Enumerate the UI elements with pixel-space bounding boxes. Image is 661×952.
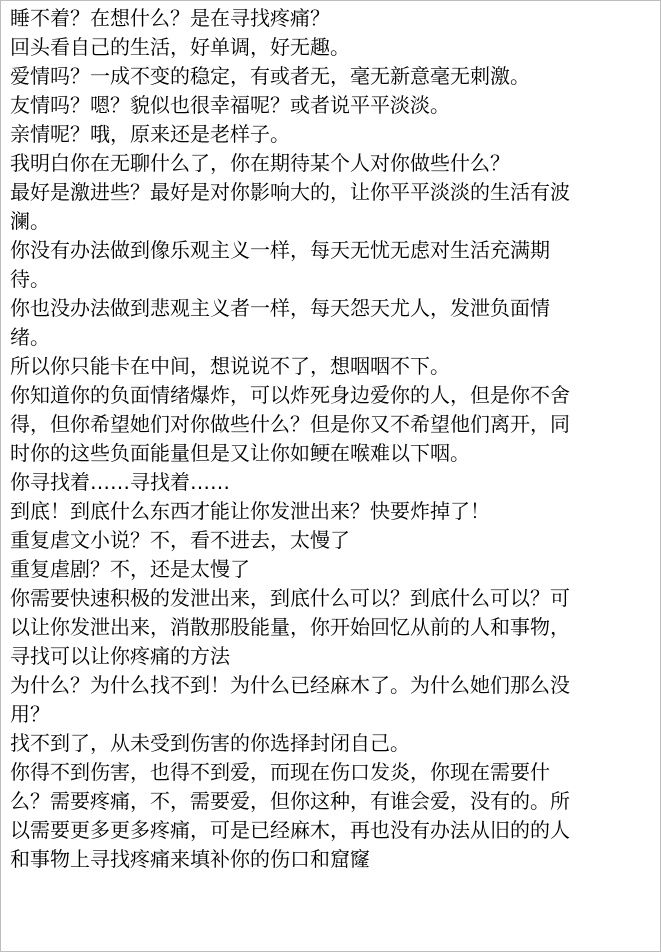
text-line: 以让你发泄出来，消散那股能量，你开始回忆从前的人和事物， [10,615,570,639]
document-text [10,4,650,874]
text-line: 回头看自己的生活，好单调，好无趣。 [10,35,350,59]
text-line: 你寻找着……寻找着…… [10,470,230,494]
text-line: 友情吗？嗯？貌似也很幸福呢？或者说平平淡淡。 [10,93,450,117]
text-line: 到底！到底什么东西才能让你发泄出来？快要炸掉了！ [10,499,490,523]
text-line: 和事物上寻找疼痛来填补你的伤口和窟窿 [10,847,370,871]
text-line: 你得不到伤害，也得不到爱，而现在伤口发炎，你现在需要什 [10,760,550,784]
text-line: 用？ [10,702,50,726]
text-line: 重复虐剧？不，还是太慢了 [10,557,250,581]
text-line: 我明白你在无聊什么了，你在期待某个人对你做些什么？ [10,151,510,175]
text-line: 你需要快速积极的发泄出来，到底什么可以？到底什么可以？可 [10,586,570,610]
text-line: 为什么？为什么找不到！为什么已经麻木了。为什么她们那么没 [10,673,570,697]
text-line: 最好是激进些？最好是对你影响大的，让你平平淡淡的生活有波 [10,180,570,204]
text-line: 么？需要疼痛，不，需要爱，但你这种，有谁会爱，没有的。所 [10,789,570,813]
text-line: 得，但你希望她们对你做些什么？但是你又不希望他们离开，同 [10,412,570,436]
text-line: 睡不着？在想什么？是在寻找疼痛？ [10,6,330,30]
text-line: 以需要更多更多疼痛，可是已经麻木，再也没有办法从旧的的人 [10,818,570,842]
text-line: 时你的这些负面能量但是又让你如鲠在喉难以下咽。 [10,441,470,465]
text-line: 找不到了，从未受到伤害的你选择封闭自己。 [10,731,410,755]
text-line: 绪。 [10,325,50,349]
text-line: 寻找可以让你疼痛的方法 [10,644,230,668]
text-line: 澜。 [10,209,50,233]
text-line: 你没有办法做到像乐观主义一样，每天无忧无虑对生活充满期 [10,238,550,262]
text-line: 你知道你的负面情绪爆炸，可以炸死身边爱你的人，但是你不舍 [10,383,570,407]
text-line: 待。 [10,267,50,291]
text-line: 爱情吗？一成不变的稳定，有或者无，毫无新意毫无刺激。 [10,64,530,88]
text-line: 重复虐文小说？不，看不进去，太慢了 [10,528,350,552]
text-line: 你也没办法做到悲观主义者一样，每天怨天尤人，发泄负面情 [10,296,550,320]
text-line: 亲情呢？哦，原来还是老样子。 [10,122,290,146]
text-line: 所以你只能卡在中间，想说说不了，想咽咽不下。 [10,354,450,378]
